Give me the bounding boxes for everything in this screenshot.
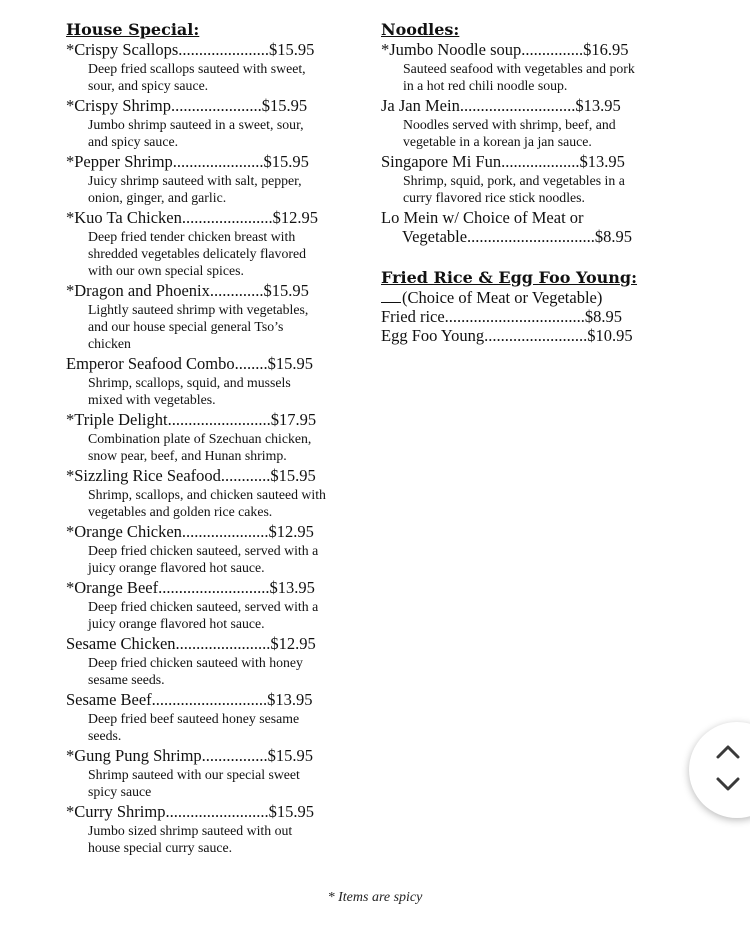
menu-item-name-price: *Sizzling Rice Seafood............$15.95 — [66, 466, 316, 485]
description-line: Sauteed seafood with vegetables and pork — [403, 61, 635, 76]
menu-item — [66, 281, 366, 352]
description-line: seeds. — [88, 728, 122, 743]
house-special-column — [66, 20, 366, 858]
menu-item — [66, 690, 366, 744]
description-line: curry flavored rice stick noodles. — [403, 190, 585, 205]
blank-line — [381, 288, 401, 303]
menu-item-description — [66, 430, 366, 464]
menu-item — [66, 208, 366, 279]
description-line: juicy orange flavored hot sauce. — [88, 560, 265, 575]
description-line: spicy sauce — [88, 784, 152, 799]
right-column — [381, 20, 681, 345]
menu-item — [66, 152, 366, 206]
description-line: onion, ginger, and garlic. — [88, 190, 227, 205]
menu-item-description — [66, 374, 366, 408]
description-line: Deep fried beef sauteed honey sesame — [88, 711, 300, 726]
description-line: sour, and spicy sauce. — [88, 78, 209, 93]
description-line: and our house special general Tso’s — [88, 319, 284, 334]
menu-item-name-price: *Dragon and Phoenix.............$15.95 — [66, 281, 309, 300]
description-line: chicken — [88, 336, 131, 351]
menu-item-description — [381, 172, 681, 206]
menu-item — [66, 40, 366, 94]
menu-item-description — [381, 116, 681, 150]
description-line: house special curry sauce. — [88, 840, 233, 855]
menu-item-description — [381, 60, 681, 94]
menu-item-name-price: *Orange Beef...........................$13.95 — [66, 578, 315, 597]
menu-item-description — [66, 172, 366, 206]
menu-item-name-price: Lo Mein w/ Choice of Meat or — [381, 208, 584, 227]
menu-item-name-price: *Crispy Scallops......................$15.95 — [66, 40, 315, 59]
house-special-list — [66, 40, 366, 856]
menu-item — [66, 466, 366, 520]
menu-item-description — [66, 542, 366, 576]
menu-item — [381, 152, 681, 206]
menu-item-description — [66, 486, 366, 520]
menu-item-name-price: Sesame Beef............................$13.95 — [66, 690, 313, 709]
menu-item-name-price: *Jumbo Noodle soup...............$16.95 — [381, 40, 629, 59]
menu-item-name-price: Ja Jan Mein............................$13.95 — [381, 96, 621, 115]
menu-item-description — [66, 598, 366, 632]
description-line: Deep fried scallops sauteed with sweet, — [88, 61, 306, 76]
description-line: and spicy sauce. — [88, 134, 179, 149]
menu-item — [381, 208, 681, 246]
section-spacer — [381, 246, 681, 268]
menu-item — [66, 354, 366, 408]
menu-item — [66, 96, 366, 150]
menu-item-name-price: Emperor Seafood Combo........$15.95 — [66, 354, 314, 373]
description-line: snow pear, beef, and Hunan shrimp. — [88, 448, 287, 463]
description-line: vegetables and golden rice cakes. — [88, 504, 273, 519]
menu-item-description — [66, 116, 366, 150]
menu-item-description — [66, 654, 366, 688]
description-line: Lightly sauteed shrimp with vegetables, — [88, 302, 309, 317]
description-line: Deep fried chicken sauteed with honey — [88, 655, 303, 670]
menu-item-description — [66, 710, 366, 744]
menu-item-name-price: *Gung Pung Shrimp................$15.95 — [66, 746, 314, 765]
menu-item-name-price: *Curry Shrimp.........................$15.95 — [66, 802, 314, 821]
fried-rice-list — [381, 307, 681, 345]
menu-item-name-price: *Triple Delight.........................$17.95 — [66, 410, 317, 429]
menu-item — [381, 326, 681, 345]
description-line: sesame seeds. — [88, 672, 165, 687]
description-line: with our own special spices. — [88, 263, 244, 278]
menu-item-name-price: Vegetable...............................$8.95 — [402, 227, 633, 246]
menu-item — [66, 410, 366, 464]
menu-item — [66, 634, 366, 688]
menu-item — [381, 40, 681, 94]
description-line: Noodles served with shrimp, beef, and — [403, 117, 616, 132]
menu-item-name-price: *Kuo Ta Chicken......................$12.95 — [66, 208, 318, 227]
menu-item — [66, 802, 366, 856]
description-line: Jumbo shrimp sauteed in a sweet, sour, — [88, 117, 304, 132]
chevron-up-icon[interactable] — [715, 744, 741, 760]
menu-item — [66, 522, 366, 576]
menu-item-description — [66, 766, 366, 800]
menu-item-name-price: Egg Foo Young.........................$10.95 — [381, 326, 633, 345]
menu-item — [66, 746, 366, 800]
description-line: juicy orange flavored hot sauce. — [88, 616, 265, 631]
description-line: Deep fried chicken sauteed, served with a — [88, 543, 319, 558]
menu-item-description — [66, 301, 366, 352]
page-scroll-widget[interactable] — [689, 722, 750, 818]
description-line: Deep fried chicken sauteed, served with a — [88, 599, 319, 614]
menu-item-name-price: Singapore Mi Fun...................$13.95 — [381, 152, 625, 171]
menu-item-description — [66, 60, 366, 94]
menu-item-description — [66, 228, 366, 279]
fried-rice-sub-text: (Choice of Meat or Vegetable) — [402, 288, 603, 307]
chevron-down-icon[interactable] — [715, 776, 741, 792]
description-line: vegetable in a korean ja jan sauce. — [403, 134, 592, 149]
fried-rice-subheading — [381, 288, 681, 307]
noodles-list — [381, 40, 681, 246]
description-line: Combination plate of Szechuan chicken, — [88, 431, 312, 446]
fried-rice-heading: Fried Rice & Egg Foo Young: — [381, 268, 638, 287]
menu-item-name-price: *Orange Chicken.....................$12.95 — [66, 522, 314, 541]
noodles-heading: Noodles: — [381, 20, 460, 39]
description-line: Shrimp, scallops, and chicken sauteed with — [88, 487, 326, 502]
menu-item-name-price: Sesame Chicken.......................$12.95 — [66, 634, 316, 653]
description-line: Jumbo sized shrimp sauteed with out — [88, 823, 293, 838]
menu-item — [66, 578, 366, 632]
menu-item-name-price: *Pepper Shrimp......................$15.95 — [66, 152, 309, 171]
menu-item-name-price: Fried rice..................................$8.95 — [381, 307, 623, 326]
description-line: mixed with vegetables. — [88, 392, 216, 407]
description-line: Shrimp, squid, pork, and vegetables in a — [403, 173, 625, 188]
spicy-footnote: * Items are spicy — [327, 890, 423, 905]
menu-item — [381, 96, 681, 150]
description-line: Shrimp sauteed with our special sweet — [88, 767, 300, 782]
description-line: Juicy shrimp sauteed with salt, pepper, — [88, 173, 302, 188]
house-special-heading: House Special: — [66, 20, 200, 39]
description-line: Shrimp, scallops, squid, and mussels — [88, 375, 291, 390]
menu-item — [381, 307, 681, 326]
menu-item-name-price: *Crispy Shrimp......................$15.95 — [66, 96, 308, 115]
menu-item-description — [66, 822, 366, 856]
description-line: in a hot red chili noodle soup. — [403, 78, 568, 93]
description-line: Deep fried tender chicken breast with — [88, 229, 296, 244]
description-line: shredded vegetables delicately flavored — [88, 246, 306, 261]
